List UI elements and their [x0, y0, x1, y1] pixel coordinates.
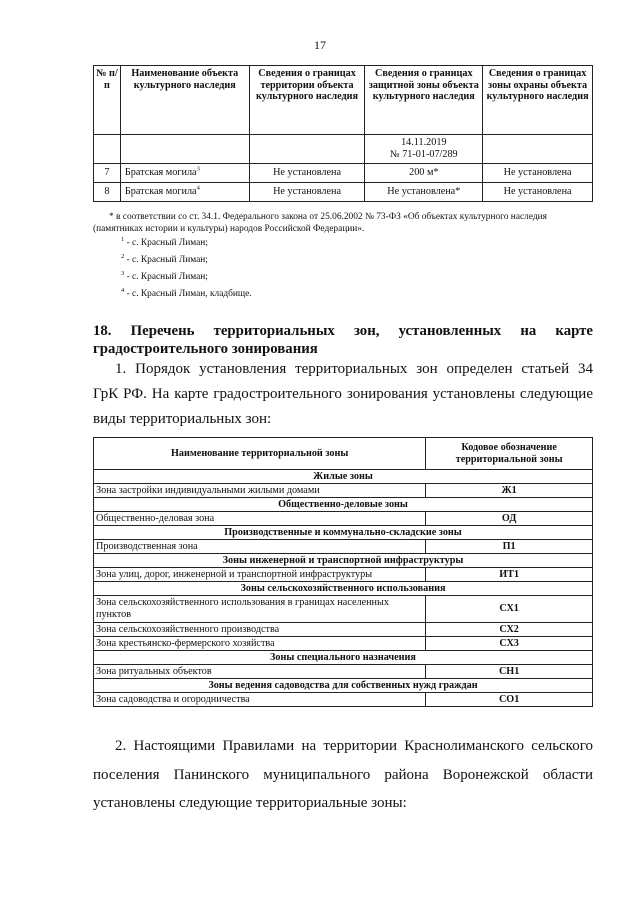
- category-row: [94, 582, 593, 596]
- zone-category: Зоны инженерной и транспортной инфраструктуры: [94, 554, 593, 568]
- column-header: Сведения о границах территории объекта культурного наследия: [249, 66, 365, 135]
- zone-category: Производственные и коммунально-складские зоны: [94, 526, 593, 540]
- territory-info: Не установлена: [249, 164, 365, 183]
- page-number: 17: [314, 38, 326, 52]
- category-row: [94, 470, 593, 484]
- paragraph-line: ГрК РФ. На карте градостроительного зонирования установлены следующие: [93, 386, 593, 402]
- table-row: [94, 596, 593, 623]
- zone-name: Зона улиц, дорог, инженерной и транспортной инфраструктуры: [94, 568, 426, 582]
- footnote-star: * в соответствии со ст. 34.1. Федерального закона от 25.06.2002 № 73-ФЗ «Об объектах культурного наследия (памятниках истории и культуры) народов Российской Федерации».: [93, 212, 547, 234]
- category-row: [94, 679, 593, 693]
- footnote-item: $^3$ - с. Красный Лиман;: [121, 269, 208, 282]
- footnote-item: $^2$ - с. Красный Лиман;: [121, 252, 208, 265]
- zone-name: Зона застройки индивидуальными жилыми домами: [94, 484, 426, 498]
- table-row: [94, 135, 593, 164]
- table-row: [94, 693, 593, 707]
- table-row: [94, 665, 593, 679]
- footnote-mark: 3: [196, 165, 200, 173]
- heading-line: 18. Перечень территориальных зон, установленных на карте: [93, 323, 593, 339]
- protection-zone-info: Не установлена: [483, 183, 593, 202]
- zone-code: ИТ1: [426, 568, 593, 582]
- table-row: [94, 568, 593, 582]
- column-header: Наименование территориальной зоны: [94, 438, 426, 470]
- section-heading: [93, 322, 593, 358]
- paragraph-line: 2. Настоящими Правилами на территории Краснолиманского сельского: [115, 738, 593, 754]
- document-number: № 71-01-07/289: [389, 149, 458, 160]
- zone-name: Зона сельскохозяйственного использования в границах населенных пунктов: [94, 596, 426, 623]
- paragraph-line: 1. Порядок установления территориальных зон определен статьей 34: [115, 361, 593, 377]
- table-row: [94, 512, 593, 526]
- table-row: [94, 637, 593, 651]
- column-header: Сведения о границах зоны охраны объекта культурного наследия: [483, 66, 593, 135]
- column-header: Кодовое обозначение территориальной зоны: [426, 438, 593, 470]
- zone-category: Зоны ведения садоводства для собственных нужд граждан: [94, 679, 593, 693]
- territory-info: Не установлена: [249, 183, 365, 202]
- zone-code: ОД: [426, 512, 593, 526]
- table-header-row: [94, 438, 593, 470]
- zone-category: Зоны специального назначения: [94, 651, 593, 665]
- category-row: [94, 526, 593, 540]
- footnote-item: $^4$ - с. Красный Лиман, кладбище.: [121, 286, 252, 299]
- object-name: Братская могила$^4$: [120, 183, 249, 202]
- zone-code: Ж1: [426, 484, 593, 498]
- table-row: [94, 183, 593, 202]
- table-row: [94, 164, 593, 183]
- column-header: Наименование объекта культурного наследия: [120, 66, 249, 135]
- zone-category: Общественно-деловые зоны: [94, 498, 593, 512]
- category-row: [94, 651, 593, 665]
- zone-code: П1: [426, 540, 593, 554]
- heritage-objects-table: [93, 65, 593, 202]
- territorial-zones-table: [93, 437, 593, 707]
- table-header-row: [94, 66, 593, 135]
- zone-code: СХ3: [426, 637, 593, 651]
- zone-name: Производственная зона: [94, 540, 426, 554]
- paragraph-line: виды территориальных зон:: [93, 411, 272, 427]
- column-header: Сведения о границах защитной зоны объекта культурного наследия: [365, 66, 483, 135]
- column-header: № п/п: [94, 66, 121, 135]
- table-row: [94, 540, 593, 554]
- zone-name: Зона ритуальных объектов: [94, 665, 426, 679]
- paragraph-line: поселения Панинского муниципального района Воронежской области: [93, 766, 593, 783]
- object-name: Братская могила$^3$: [120, 164, 249, 183]
- footnote-item: $^1$ - с. Красный Лиман;: [121, 235, 208, 248]
- protective-zone-info: Не установлена*: [365, 183, 483, 202]
- zone-name: Зона крестьянско-фермерского хозяйства: [94, 637, 426, 651]
- zone-name: Общественно-деловая зона: [94, 512, 426, 526]
- row-number: 8: [94, 183, 121, 202]
- footnotes: [93, 211, 598, 303]
- continuation-cell: [365, 135, 483, 164]
- zone-code: СН1: [426, 665, 593, 679]
- paragraph-line: установлены следующие территориальные зоны:: [93, 795, 407, 811]
- zone-code: СХ2: [426, 623, 593, 637]
- category-row: [94, 498, 593, 512]
- protection-zone-info: Не установлена: [483, 164, 593, 183]
- table-row: [94, 484, 593, 498]
- zone-category: Жилые зоны: [94, 470, 593, 484]
- paragraph-established-zones: [93, 732, 593, 818]
- footnote-mark: 4: [196, 184, 200, 192]
- category-row: [94, 554, 593, 568]
- zone-code: СО1: [426, 693, 593, 707]
- row-number: 7: [94, 164, 121, 183]
- zone-code: СХ1: [426, 596, 593, 623]
- zone-category: Зоны сельскохозяйственного использования: [94, 582, 593, 596]
- protective-zone-info: 200 м*: [365, 164, 483, 183]
- heading-line: градостроительного зонирования: [93, 341, 318, 357]
- paragraph-zones-intro: [93, 357, 593, 432]
- zone-name: Зона садоводства и огородничества: [94, 693, 426, 707]
- zone-name: Зона сельскохозяйственного производства: [94, 623, 426, 637]
- document-date: 14.11.2019: [401, 137, 447, 148]
- table-row: [94, 623, 593, 637]
